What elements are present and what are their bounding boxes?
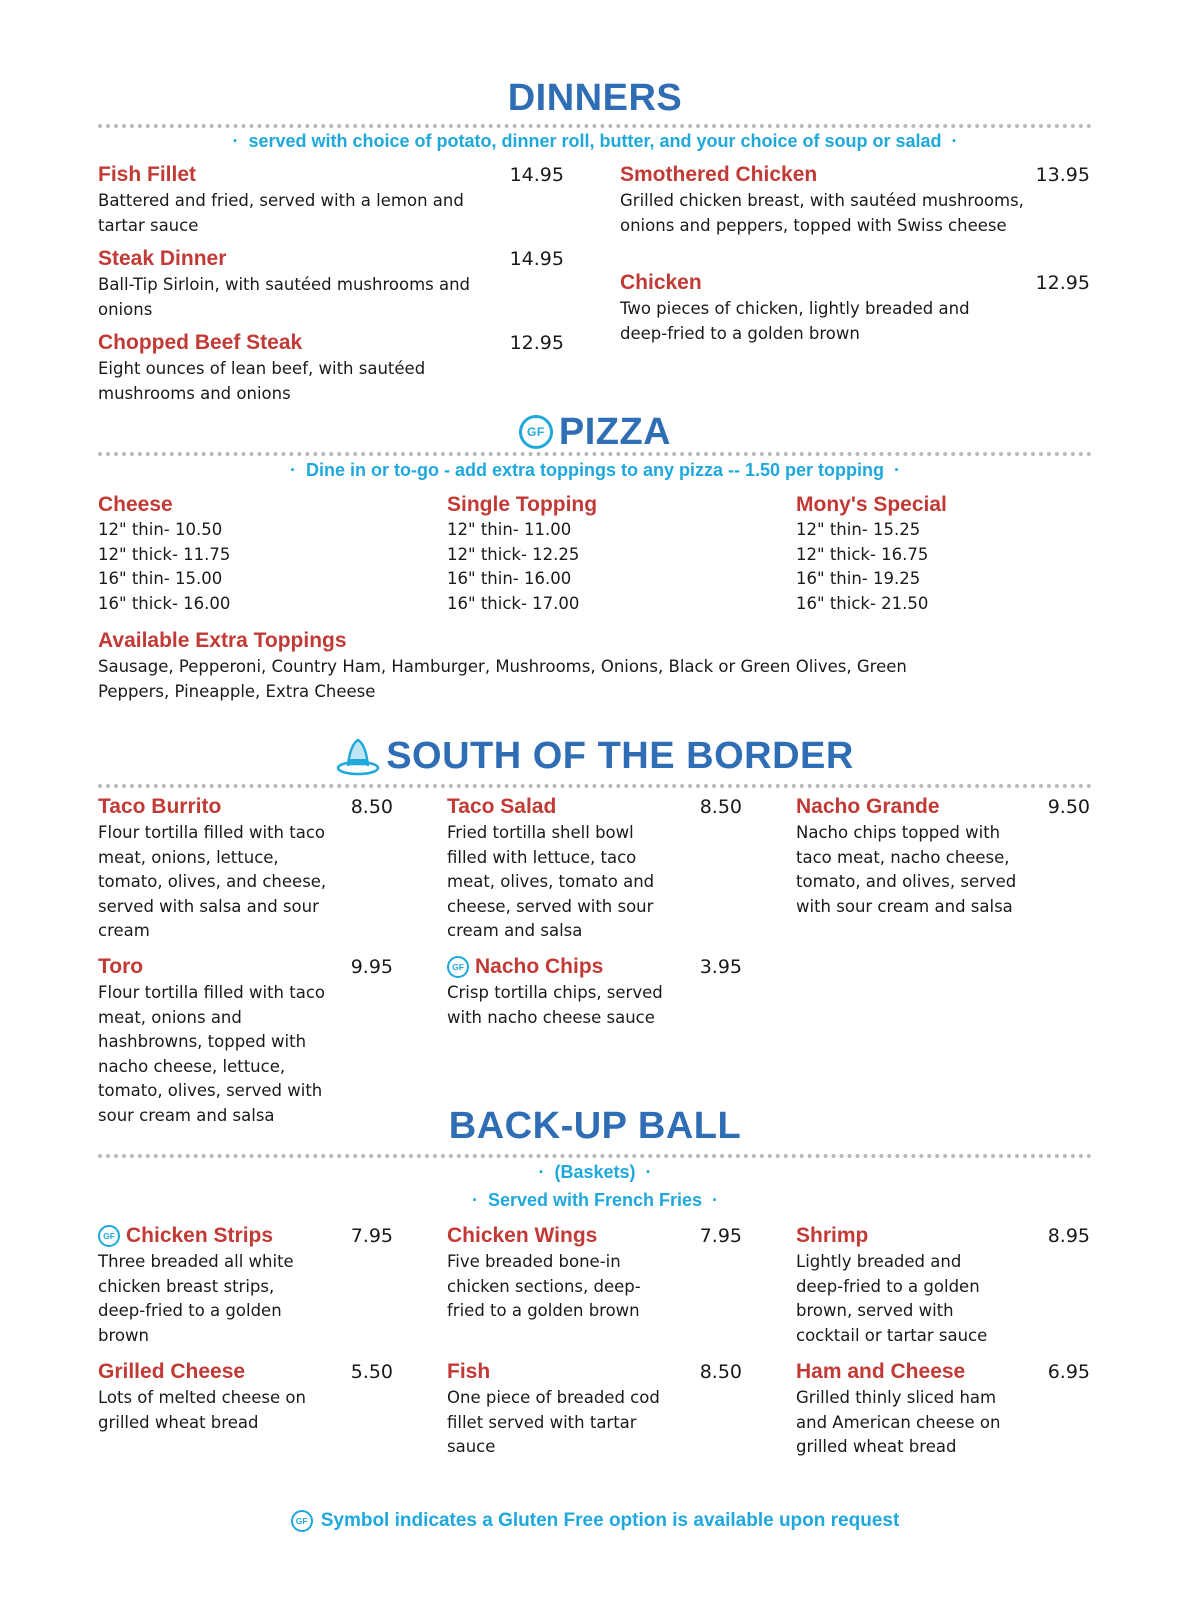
item-name: Ham and Cheese (796, 1360, 966, 1383)
item-price: 9.95 (350, 956, 393, 978)
backup-subtitle-fries: · Served with French Fries · (471, 1190, 719, 1210)
sombrero-icon (336, 735, 380, 777)
item-name: Single Topping (447, 493, 598, 516)
item-description: Grilled thinly sliced ham and American cheese on grilled wheat bread (796, 1388, 1001, 1456)
item-description: Flour tortilla filled with taco meat, onions, lettuce, tomato, olives, and cheese, served with salsa and sour cream (98, 823, 327, 940)
pizza-prices (796, 518, 1090, 616)
price-line: 12" thick- 11.75 (98, 544, 231, 564)
item-description: One piece of breaded cod fillet served with tartar sauce (447, 1388, 660, 1456)
menu-item (796, 1223, 1090, 1348)
price-line: 16" thick- 21.50 (796, 593, 929, 613)
price-line: 16" thin- 16.00 (447, 569, 572, 588)
menu-item (620, 162, 1090, 238)
item-description: Crisp tortilla chips, served with nacho cheese sauce (447, 983, 663, 1027)
item-name: Taco Burrito (98, 795, 222, 818)
item-description: Two pieces of chicken, lightly breaded and deep-fried to a golden brown (620, 299, 970, 343)
item-price: 8.50 (699, 796, 742, 818)
item-name: Fish (447, 1360, 491, 1383)
pizza-divider (98, 452, 1092, 456)
item-price: 14.95 (509, 164, 564, 186)
price-line: 12" thin- 11.00 (447, 520, 572, 539)
gluten-free-icon: GF (291, 1510, 313, 1532)
menu-item (796, 1359, 1090, 1460)
item-price: 12.95 (1035, 272, 1090, 294)
item-name: Mony's Special (796, 493, 947, 516)
toppings-list: Sausage, Pepperoni, Country Ham, Hamburger, Mushrooms, Onions, Black or Green Olives, Green Peppers, Pineapple, Extra Cheese (98, 657, 907, 701)
south-title: SOUTH OF THE BORDER (0, 734, 1190, 787)
backup-subtitle-baskets: · (Baskets) · (538, 1162, 652, 1182)
price-line: 16" thick- 17.00 (447, 593, 580, 613)
item-price: 5.50 (350, 1361, 393, 1383)
item-name: Toro (98, 955, 144, 978)
item-name: Chicken Wings (447, 1224, 598, 1247)
item-name: Smothered Chicken (620, 163, 818, 186)
price-line: 12" thin- 15.25 (796, 520, 921, 539)
pizza-type (447, 492, 747, 616)
extra-toppings (98, 628, 998, 704)
price-line: 16" thin- 15.00 (98, 569, 223, 588)
menu-item (98, 1223, 393, 1348)
menu-item (447, 794, 742, 944)
menu-item (98, 330, 564, 406)
item-price: 12.95 (509, 332, 564, 354)
toppings-title: Available Extra Toppings (98, 629, 347, 652)
item-description: Grilled chicken breast, with sautéed mushrooms, onions and peppers, topped with Swiss cheese (620, 191, 1024, 235)
backup-divider (98, 1154, 1092, 1158)
item-name: Chicken (620, 271, 702, 294)
south-divider (98, 784, 1092, 788)
item-name: Fish Fillet (98, 163, 197, 186)
pizza-title: GF PIZZA (0, 402, 1190, 454)
item-description: Lots of melted cheese on grilled wheat bread (98, 1388, 306, 1432)
item-description: Nacho chips topped with taco meat, nacho cheese, tomato, and olives, served with sour cream and salsa (796, 823, 1017, 916)
item-description: Ball-Tip Sirloin, with sautéed mushrooms and onions (98, 275, 471, 319)
item-name: Cheese (98, 493, 173, 516)
price-line: 16" thin- 19.25 (796, 569, 921, 588)
menu-item (620, 270, 1090, 346)
pizza-subtitle: · Dine in or to-go - add extra toppings to any pizza -- 1.50 per topping · (289, 460, 900, 480)
item-price: 8.50 (699, 1361, 742, 1383)
pizza-prices (98, 518, 398, 616)
item-name: Steak Dinner (98, 247, 227, 270)
menu-item (447, 1359, 742, 1460)
item-description: Three breaded all white chicken breast strips, deep-fried to a golden brown (98, 1252, 294, 1345)
item-price: 6.95 (1047, 1361, 1090, 1383)
dinners-subtitle: · served with choice of potato, dinner roll, butter, and your choice of soup or salad · (232, 131, 958, 151)
item-price: 8.50 (350, 796, 393, 818)
price-line: 12" thin- 10.50 (98, 520, 223, 539)
pizza-type (796, 492, 1090, 616)
pizza-prices (447, 518, 747, 616)
menu-item (98, 794, 393, 944)
menu-item (447, 954, 742, 1030)
item-description: Fried tortilla shell bowl filled with lettuce, taco meat, olives, tomato and cheese, served with sour cream and salsa (447, 823, 655, 940)
menu-item (98, 246, 564, 322)
price-line: 12" thick- 16.75 (796, 544, 929, 564)
item-description: Lightly breaded and deep-fried to a golden brown, served with cocktail or tartar sauce (796, 1252, 988, 1345)
item-price: 7.95 (350, 1225, 393, 1247)
pizza-type (98, 492, 398, 616)
item-name: Nacho Grande (796, 795, 940, 818)
item-description: Battered and fried, served with a lemon and tartar sauce (98, 191, 464, 235)
menu-item (796, 794, 1090, 919)
menu-item (98, 954, 393, 1128)
item-description: Flour tortilla filled with taco meat, onions and hashbrowns, topped with nacho cheese, lettuce, tomato, olives, served with sour cream and salsa (98, 983, 326, 1125)
item-name: GF Chicken Strips (98, 1224, 273, 1248)
price-line: 12" thick- 12.25 (447, 544, 580, 564)
dinners-title: DINNERS (507, 77, 683, 119)
item-price: 14.95 (509, 248, 564, 270)
menu-item (447, 1223, 742, 1324)
gluten-free-icon: GF (519, 415, 553, 449)
backup-title: BACK-UP BALL (448, 1105, 742, 1147)
item-name: Chopped Beef Steak (98, 331, 303, 354)
gluten-free-icon: GF (98, 1225, 120, 1247)
gluten-free-icon: GF (447, 956, 469, 978)
menu-item (98, 162, 564, 238)
dinners-divider (98, 124, 1092, 128)
item-description: Eight ounces of lean beef, with sautéed mushrooms and onions (98, 359, 426, 403)
item-name: Grilled Cheese (98, 1360, 246, 1383)
item-price: 8.95 (1047, 1225, 1090, 1247)
gluten-free-note: GF Symbol indicates a Gluten Free option is available upon request (0, 1508, 1190, 1532)
item-name: Taco Salad (447, 795, 557, 818)
item-price: 7.95 (699, 1225, 742, 1247)
item-description: Five breaded bone-in chicken sections, deep-fried to a golden brown (447, 1252, 641, 1320)
item-name: Shrimp (796, 1224, 869, 1247)
menu-item (98, 1359, 393, 1435)
item-price: 3.95 (699, 956, 742, 978)
item-name: GF Nacho Chips (447, 955, 603, 979)
item-price: 9.50 (1047, 796, 1090, 818)
price-line: 16" thick- 16.00 (98, 593, 231, 613)
item-price: 13.95 (1035, 164, 1090, 186)
